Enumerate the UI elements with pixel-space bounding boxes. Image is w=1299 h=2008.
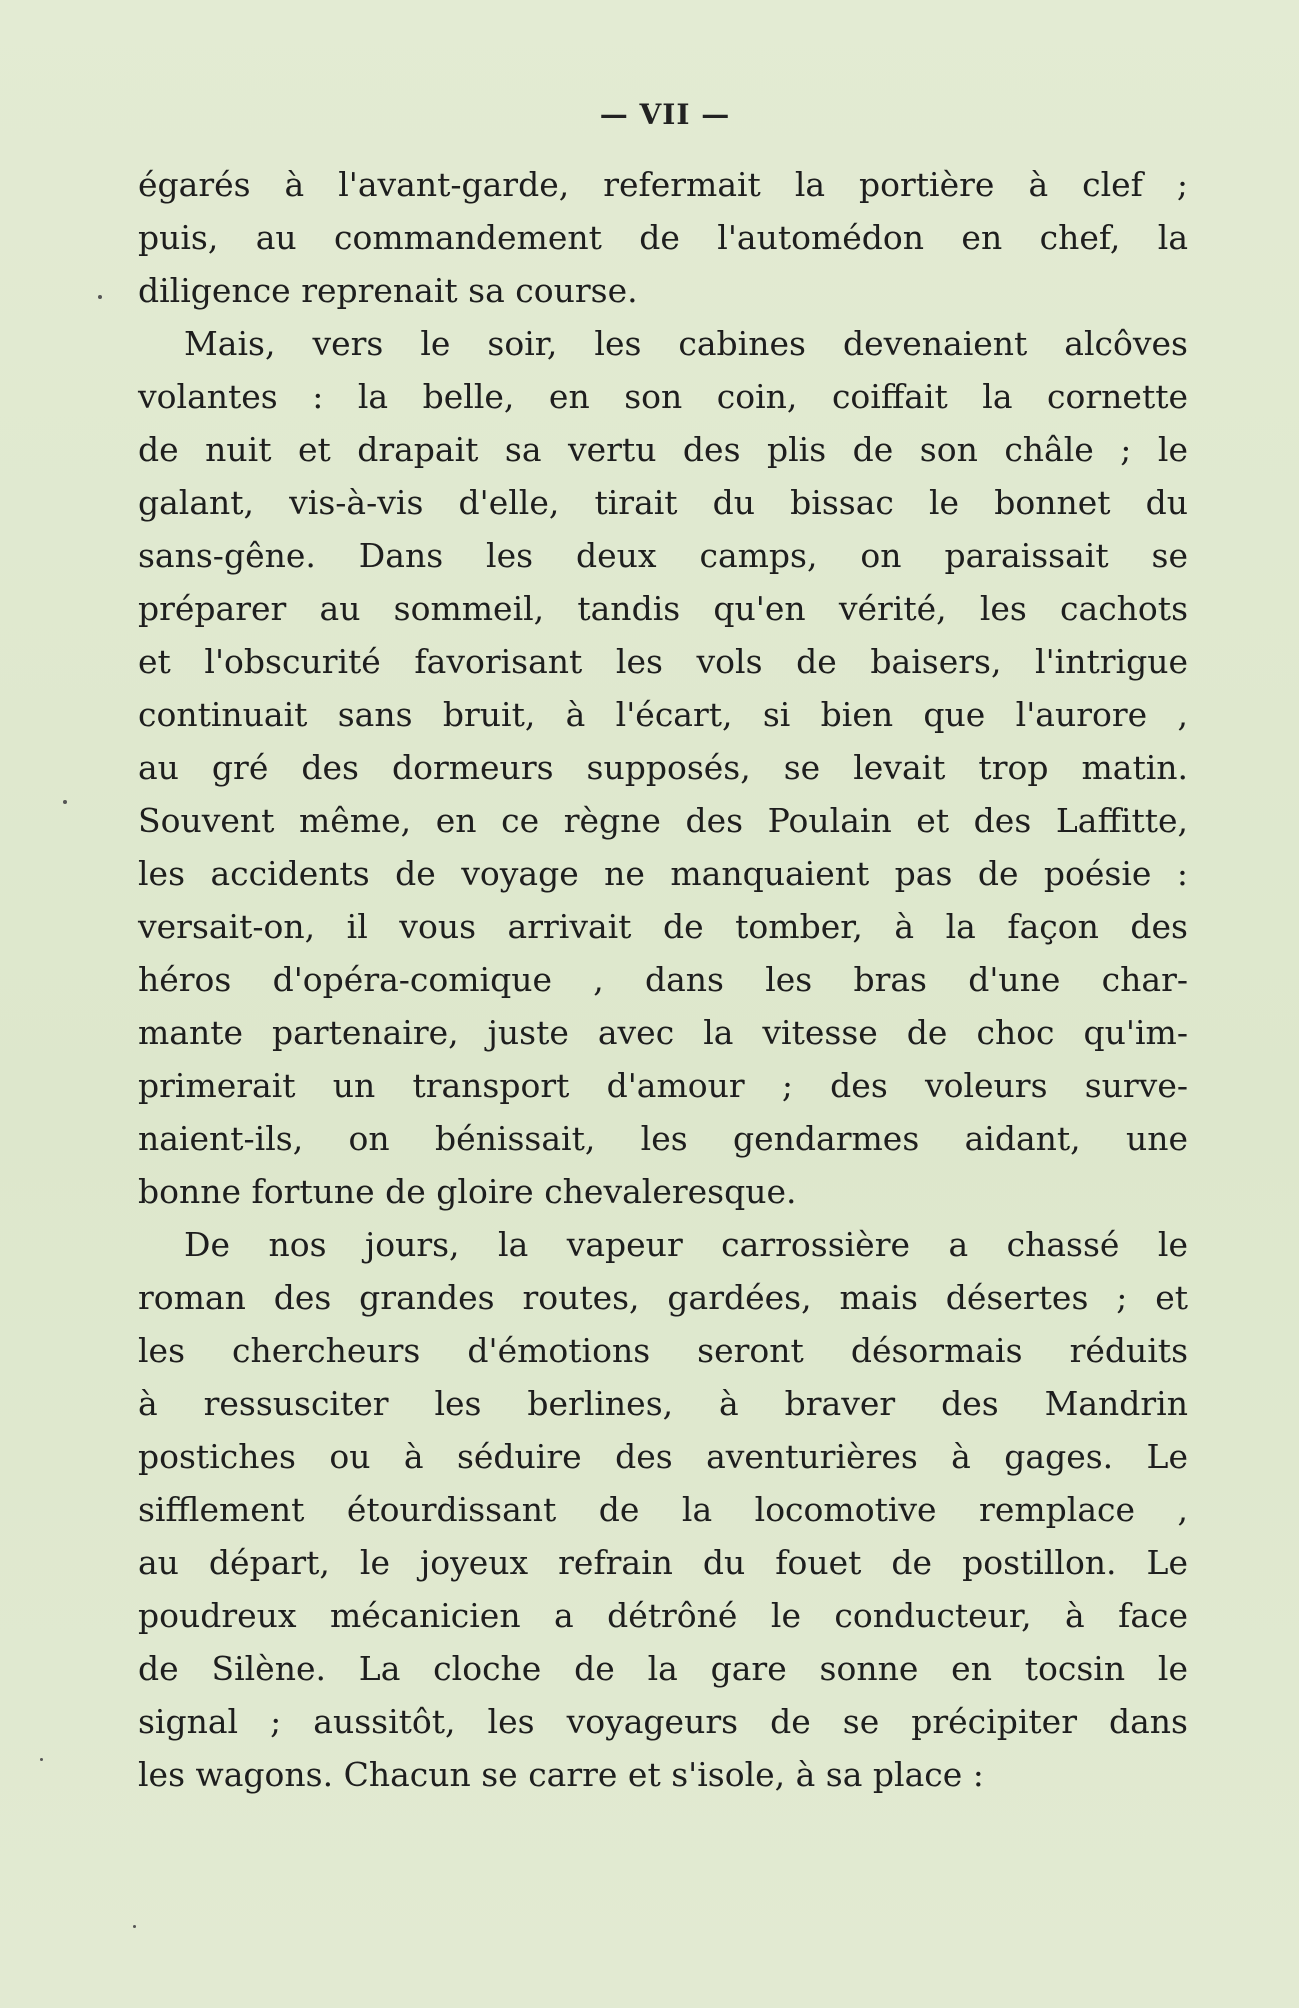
paper-speck — [40, 1758, 43, 1761]
text-line: égarés à l'avant-garde, refermait la portière à clef ; — [138, 165, 1188, 204]
text-line: Mais, vers le soir, les cabines devenaient alcôves — [184, 324, 1188, 363]
text-line: mante partenaire, juste avec la vitesse de choc qu'im- — [138, 1013, 1188, 1052]
text-line: et l'obscurité favorisant les vols de baisers, l'intrigue — [138, 642, 1188, 681]
text-line: de Silène. La cloche de la gare sonne en tocsin le — [138, 1649, 1188, 1688]
text-line: galant, vis-à-vis d'elle, tirait du bissac le bonnet du — [138, 483, 1188, 522]
page-number: — VII — — [599, 98, 731, 131]
text-line: les accidents de voyage ne manquaient pas de poésie : — [138, 854, 1188, 893]
text-line: volantes : la belle, en son coin, coiffait la cornette — [138, 377, 1188, 416]
text-line: continuait sans bruit, à l'écart, si bien que l'aurore , — [138, 695, 1188, 734]
text-line: poudreux mécanicien a détrôné le conducteur, à face — [138, 1596, 1188, 1635]
text-line: diligence reprenait sa course. — [138, 271, 638, 310]
text-line: postiches ou à séduire des aventurières à gages. Le — [138, 1437, 1188, 1476]
text-line: à ressusciter les berlines, à braver des Mandrin — [138, 1384, 1188, 1423]
text-line: héros d'opéra-comique , dans les bras d'une char- — [138, 960, 1188, 999]
text-line: Souvent même, en ce règne des Poulain et des Laffitte, — [138, 801, 1188, 840]
paper-speck — [63, 800, 67, 804]
paper-speck — [98, 295, 102, 299]
body-text — [138, 158, 1188, 1801]
text-line: naient-ils, on bénissait, les gendarmes aidant, une — [138, 1119, 1188, 1158]
text-line: de nuit et drapait sa vertu des plis de son châle ; le — [138, 430, 1188, 469]
text-line: sans-gêne. Dans les deux camps, on paraissait se — [138, 536, 1188, 575]
text-line: roman des grandes routes, gardées, mais désertes ; et — [138, 1278, 1188, 1317]
text-line: De nos jours, la vapeur carrossière a chassé le — [184, 1225, 1188, 1264]
text-line: les wagons. Chacun se carre et s'isole, à sa place : — [138, 1755, 984, 1794]
text-line: au départ, le joyeux refrain du fouet de postillon. Le — [138, 1543, 1188, 1582]
text-line: primerait un transport d'amour ; des voleurs surve- — [138, 1066, 1188, 1105]
paper-speck — [133, 1925, 136, 1928]
text-line: bonne fortune de gloire chevaleresque. — [138, 1172, 797, 1211]
text-line: signal ; aussitôt, les voyageurs de se précipiter dans — [138, 1702, 1188, 1741]
text-line: préparer au sommeil, tandis qu'en vérité, les cachots — [138, 589, 1188, 628]
text-line: sifflement étourdissant de la locomotive remplace , — [138, 1490, 1188, 1529]
text-line: versait-on, il vous arrivait de tomber, à la façon des — [138, 907, 1188, 946]
text-line: au gré des dormeurs supposés, se levait trop matin. — [138, 748, 1188, 787]
text-line: les chercheurs d'émotions seront désormais réduits — [138, 1331, 1188, 1370]
text-line: puis, au commandement de l'automédon en chef, la — [138, 218, 1188, 257]
